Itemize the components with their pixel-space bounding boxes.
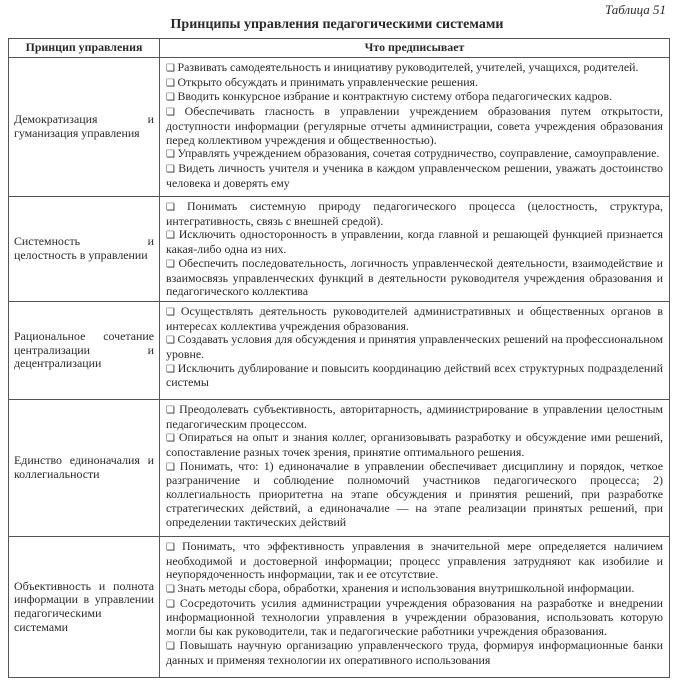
principles-table: [8, 38, 670, 678]
prescription-item: ❏ Понимать, что: 1) единоначалие в управлении обеспечивает дисциплину и порядок, четкое разграничение и соблюдение полномочий участников педагогического процесса; 2) коллегиальность приоритетна на этапе обсуждения и принятия решений, при разработке стратегических действий, а единоначалие — на этапе реализации принятых решений, при определении тактических действий: [166, 460, 663, 530]
header-principle: Принцип управления: [9, 39, 160, 58]
table-row: [9, 399, 670, 536]
prescriptions-cell: [160, 536, 670, 677]
prescription-item: ❏ Сосредоточить усилия администрации учреждения образования на разработке и внедрении информационной технологии управления в учреждении образования, использовать которую могли бы как руководители, так и педагогические работники учреждения образования.: [166, 597, 663, 639]
prescription-item: ❏ Преодолевать субъективность, авторитарность, администрирование в управлении целостным педагогическим процессом.: [166, 403, 663, 431]
prescription-item: ❏ Создавать условия для обсуждения и принятия управленческих решений на профессиональном уровне.: [166, 333, 663, 361]
table-row: [9, 536, 670, 677]
table-title: Принципы управления педагогическими системами: [170, 17, 504, 32]
principle-cell: Демократизация и гуманизация управления: [9, 58, 160, 197]
prescription-item: ❏ Развивать самодеятельность и инициативу руководителей, учителей, учащихся, родителей.: [166, 61, 663, 76]
table-row: [9, 197, 670, 302]
principle-cell: Объективность и полнота информации в управлении педагогическими системами: [9, 536, 160, 677]
principle-cell: Системность и целостность в управлении: [9, 197, 160, 302]
prescription-item: ❏ Исключить односторонность в управлении, когда главной и решающей функцией признается какая-либо одна из них.: [166, 228, 663, 256]
prescription-item: ❏ Открыто обсуждать и принимать управленческие решения.: [166, 76, 663, 91]
prescription-item: ❏ Обеспечивать гласность в управлении учреждением образования путем открытости, доступности информации (регулярные отчеты администрации, совета учреждения образования перед коллективом учреждения и общественностью).: [166, 105, 663, 147]
prescription-item: ❏ Обеспечить последовательность, логичность управленческой деятельности, взаимодействие и взаимосвязь управленческих функций в деятельности руководителя учреждения образования и педагогического коллектива: [166, 257, 663, 299]
prescription-item: ❏ Повышать научную организацию управленческого труда, формируя информационные банки данных и применяя технологии их оперативного использования: [166, 639, 663, 667]
prescription-item: ❏ Опираться на опыт и знания коллег, организовывать разработку и обсуждение ими решений, сопоставление разных точек зрения, принятие оптимального решения.: [166, 431, 663, 459]
header-prescriptions: Что предписывает: [160, 39, 670, 58]
prescriptions-cell: [160, 301, 670, 399]
prescription-item: ❏ Осуществлять деятельность руководителей административных и общественных органов в интересах коллектива учреждения образования.: [166, 305, 663, 333]
prescription-item: ❏ Понимать, что эффективность управления в значительной мере определяется наличием необходимой и достоверной информации; процесс управления затрудняют как изобилие и неупорядоченность информации, так и ее отсутствие.: [166, 540, 663, 582]
table-number: Таблица 51: [604, 2, 666, 17]
prescription-item: ❏ Понимать системную природу педагогического процесса (целостность, структура, интегративность, связь с внешней средой).: [166, 200, 663, 228]
prescriptions-cell: [160, 58, 670, 197]
principle-cell: Рациональное сочетание централизации и децентрализации: [9, 301, 160, 399]
prescription-item: ❏ Видеть личность учителя и ученика в каждом управленческом решении, уважать достоинство человека и доверять ему: [166, 162, 663, 190]
principle-cell: Единство единоначалия и коллегиальности: [9, 399, 160, 536]
header-row: [9, 39, 670, 58]
prescription-item: ❏ Знать методы сбора, обработки, хранения и использования внутришкольной информации.: [166, 582, 663, 597]
prescription-item: ❏ Вводить конкурсное избрание и контрактную систему отбора педагогических кадров.: [166, 90, 663, 105]
prescription-item: ❏ Исключить дублирование и повысить координацию действий всех структурных подразделений системы: [166, 362, 663, 390]
table-row: [9, 301, 670, 399]
prescription-item: ❏ Управлять учреждением образования, сочетая сотрудничество, соуправление, самоуправление.: [166, 147, 663, 162]
prescriptions-cell: [160, 197, 670, 302]
prescriptions-cell: [160, 399, 670, 536]
table-row: [9, 58, 670, 197]
